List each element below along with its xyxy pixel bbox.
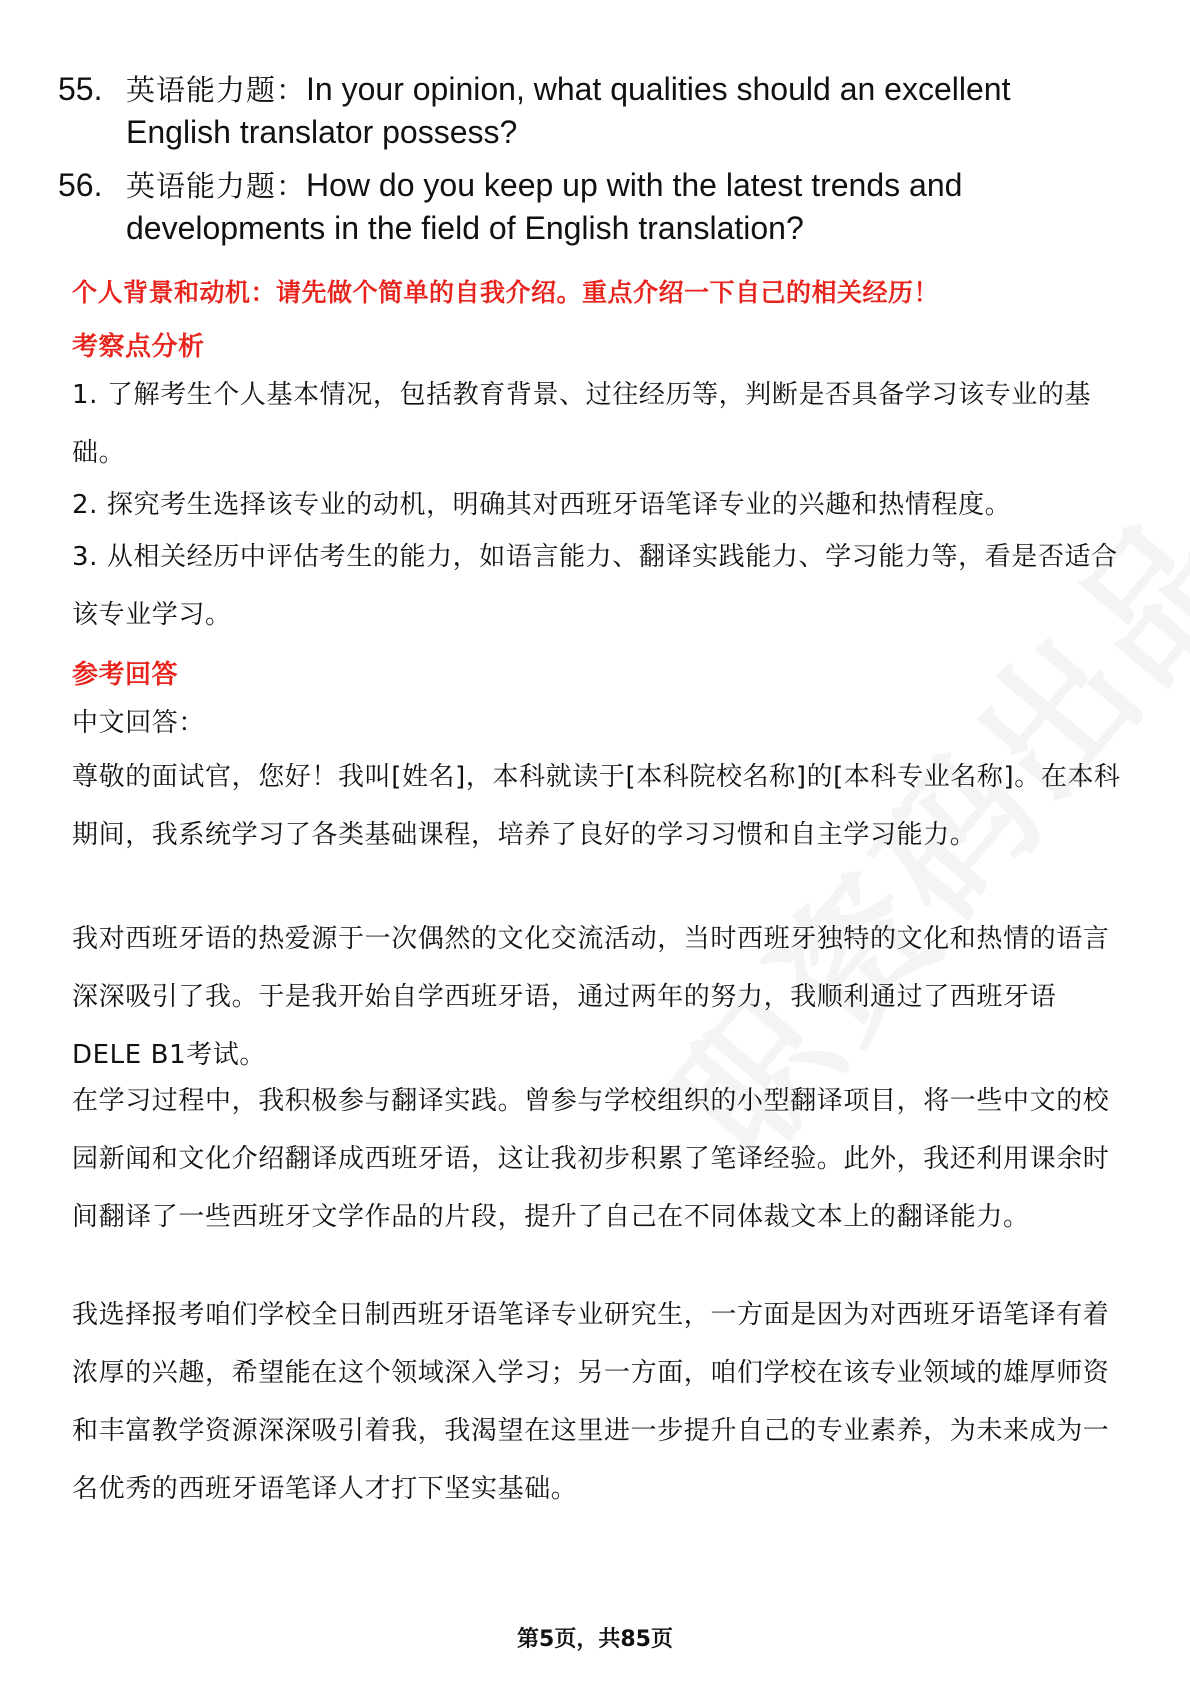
reference-heading: 参考回答 [72,660,179,690]
question-56 [58,164,1118,249]
analysis-point: 2. 探究考生选择该专业的动机，明确其对西班牙语笔译专业的兴趣和热情程度。 [72,490,1012,520]
analysis-heading: 考察点分析 [72,332,205,362]
answer-paragraph: 我选择报考咱们学校全日制西班牙语笔译专业研究生，一方面是因为对西班牙语笔译有着浓厚的兴趣，希望能在这个领域深入学习；另一方面，咱们学校在该专业领域的雄厚师资和丰富教学资源深深吸引着我，我渴望在这里进一步提升自己的专业素养，为未来成为一名优秀的西班牙语笔译人才打下坚实基础。 [72,1300,1110,1504]
question-55 [58,68,1118,153]
section-title: 个人背景和动机：请先做个简单的自我介绍。重点介绍一下自己的相关经历！ [72,278,940,307]
question-number: 55. [58,71,103,107]
question-tag: 英语能力题： [126,73,307,107]
question-text: How do you keep up with the latest trends and developments in the field of English translation? [126,167,963,246]
answer-paragraph: 在学习过程中，我积极参与翻译实践。曾参与学校组织的小型翻译项目，将一些中文的校园新闻和文化介绍翻译成西班牙语，这让我初步积累了笔译经验。此外，我还利用课余时间翻译了一些西班牙文学作品的片段，提升了自己在不同体裁文本上的翻译能力。 [72,1086,1110,1232]
answer-paragraph: 尊敬的面试官，您好！我叫[姓名]，本科就读于[本科院校名称]的[本科专业名称]。在本科期间，我系统学习了各类基础课程，培养了良好的学习习惯和自主学习能力。 [72,762,1121,850]
question-tag: 英语能力题： [126,169,307,203]
question-number: 56. [58,167,103,203]
answer-paragraph: 我对西班牙语的热爱源于一次偶然的文化交流活动，当时西班牙独特的文化和热情的语言深深吸引了我。于是我开始自学西班牙语，通过两年的努力，我顺利通过了西班牙语DELE B1考试。 [72,924,1110,1070]
analysis-point: 3. 从相关经历中评估考生的能力，如语言能力、翻译实践能力、学习能力等，看是否适合该专业学习。 [72,542,1118,630]
question-text: In your opinion, what qualities should an excellent English translator possess? [126,71,1011,150]
answer-label: 中文回答： [72,708,206,738]
page-footer: 第5页，共85页 [517,1627,673,1652]
analysis-point: 1. 了解考生个人基本情况，包括教育背景、过往经历等，判断是否具备学习该专业的基础。 [72,380,1092,468]
